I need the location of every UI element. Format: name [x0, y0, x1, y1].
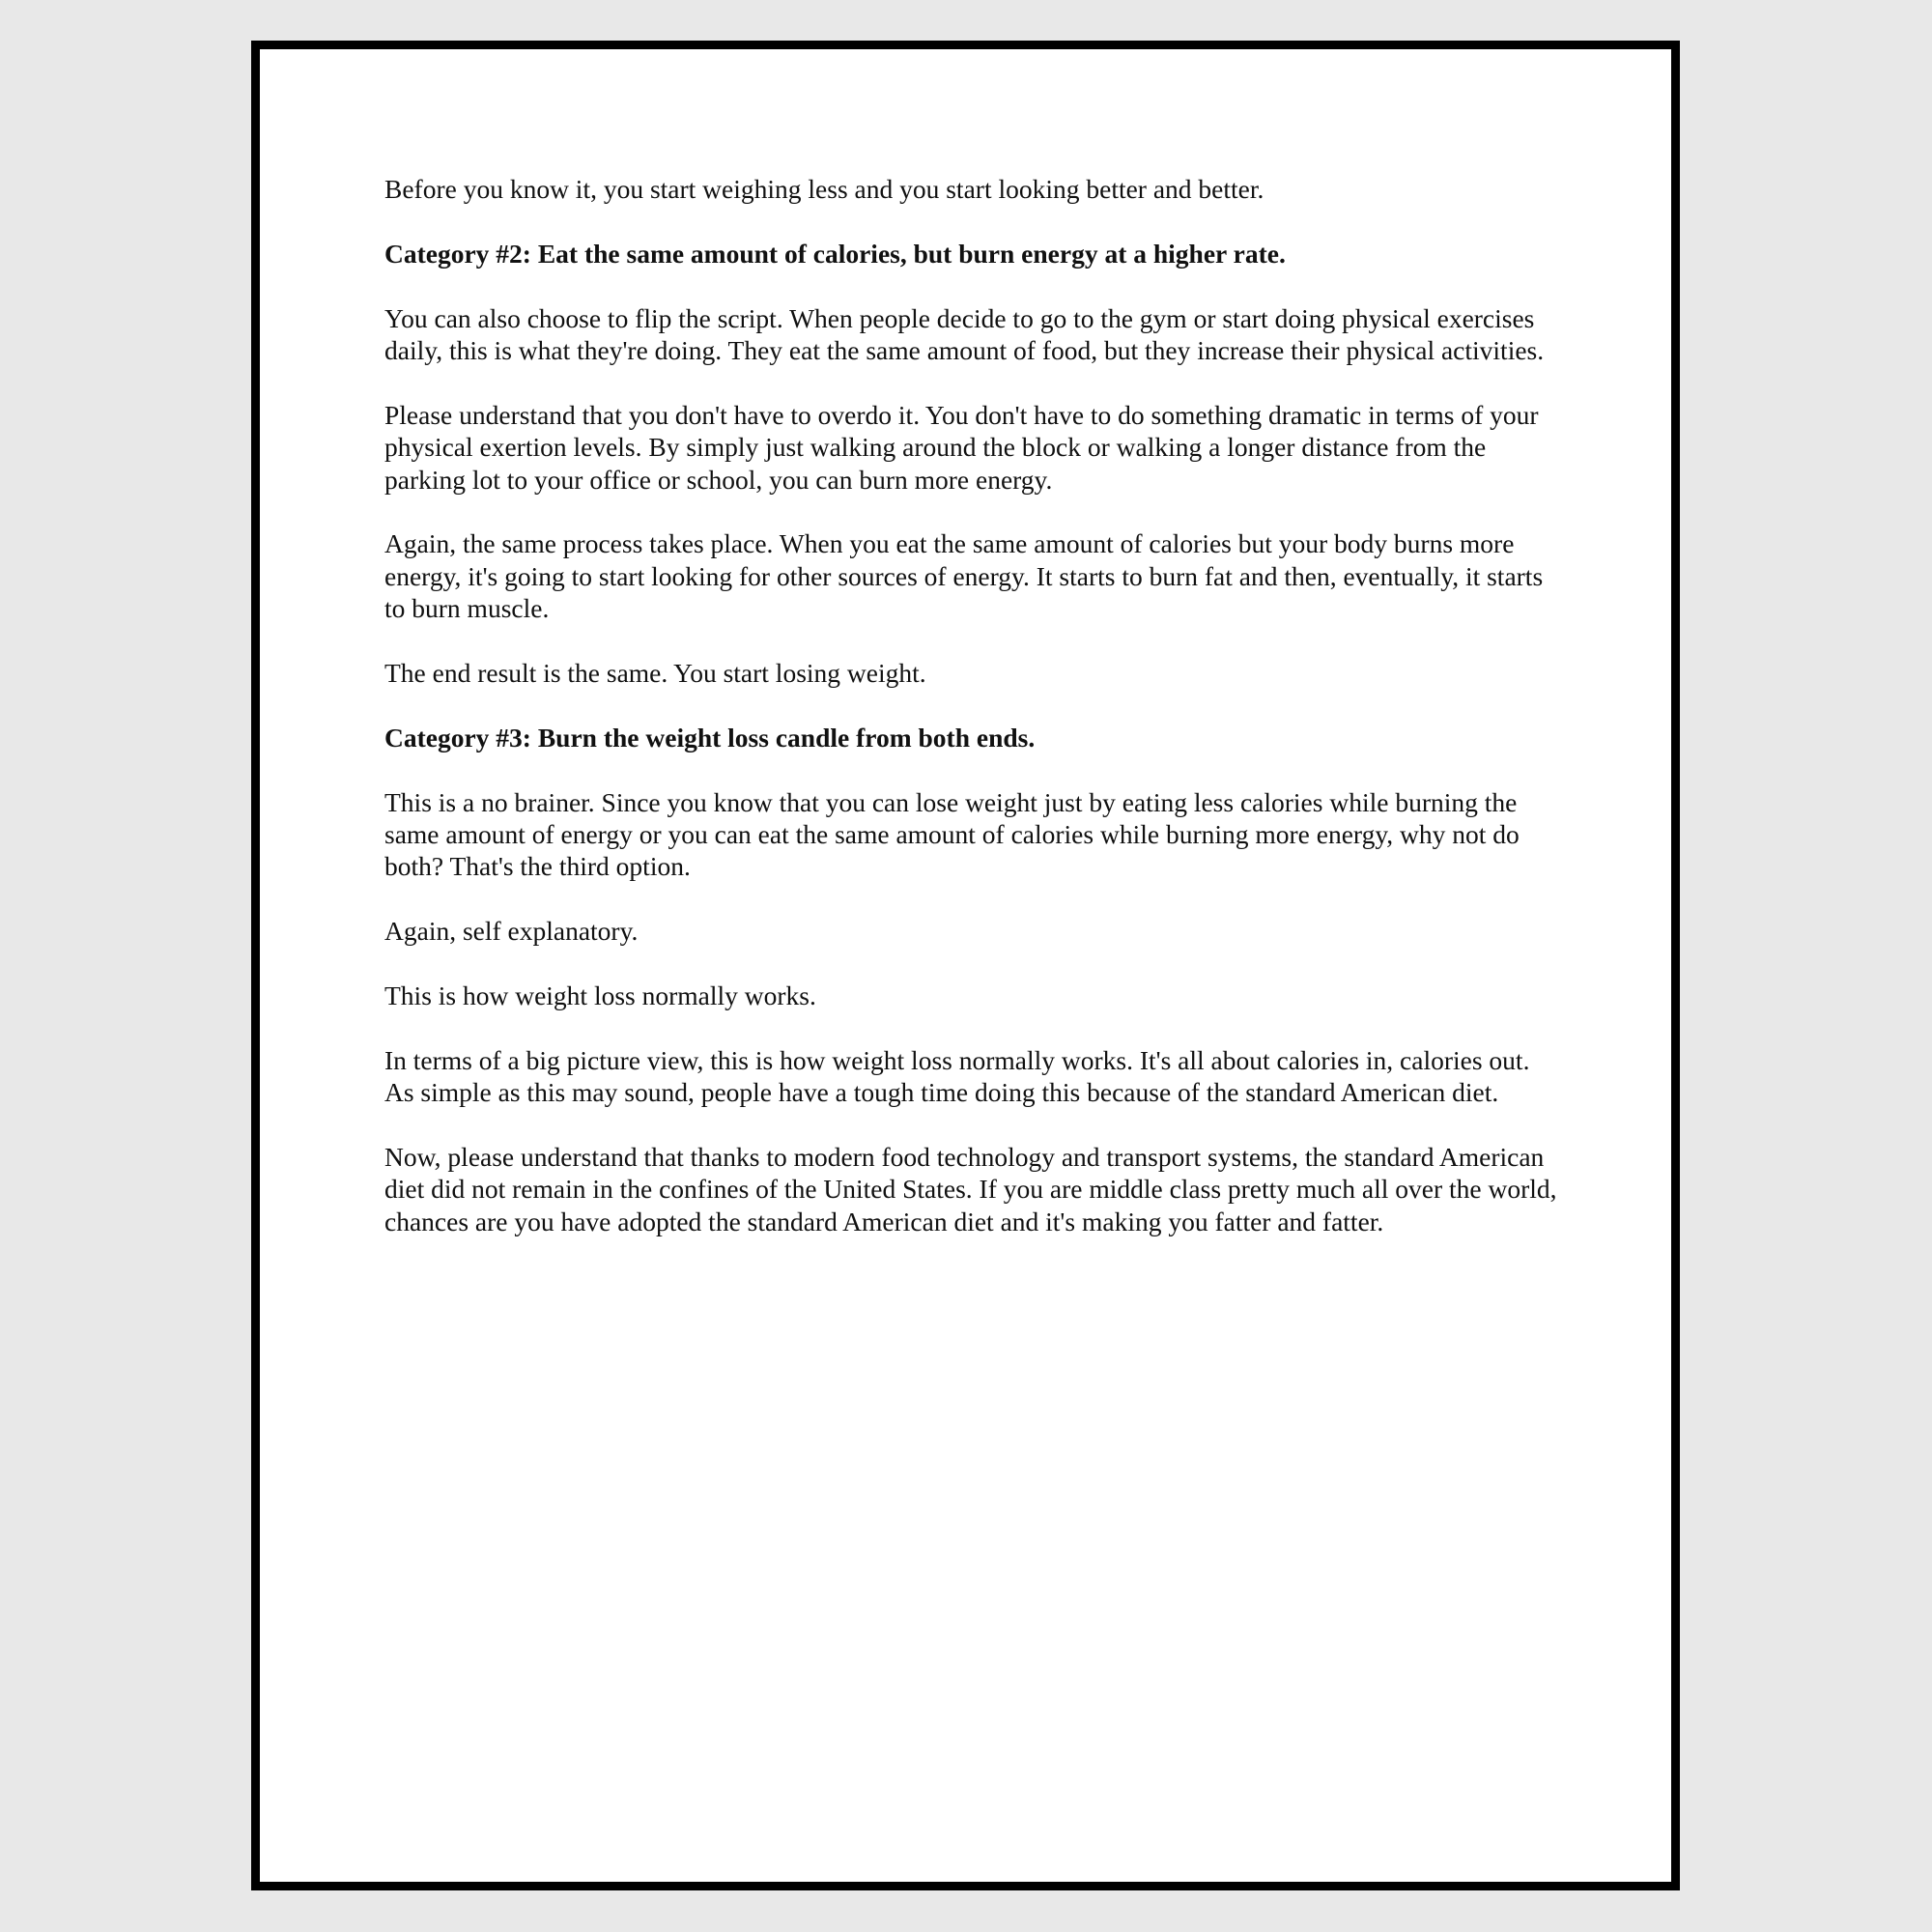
paragraph: Before you know it, you start weighing less and you start looking better and better.: [384, 174, 1264, 204]
paragraph: This is a no brainer. Since you know that you can lose weight just by eating less calories while burning the same amount of energy or you can eat the same amount of calories while burning more energy, why not do both? That's the third option.: [384, 786, 1520, 882]
paragraph: You can also choose to flip the script. When people decide to go to the gym or start doing physical exercises daily, this is what they're doing. They eat the same amount of food, but they increase their physical activities.: [384, 302, 1545, 365]
paragraph: Again, the same process takes place. When you eat the same amount of calories but your body burns more energy, it's going to start looking for other sources of energy. It starts to burn fat and then, eventually, it starts to burn muscle.: [384, 528, 1544, 624]
paragraph: Again, self explanatory.: [384, 916, 639, 947]
paragraph: The end result is the same. You start losing weight.: [384, 658, 926, 689]
paragraph: Please understand that you don't have to overdo it. You don't have to do something dramatic in terms of your physical exertion levels. By simply just walking around the block or walking a longer distance from the parking lot to your office or school, you can burn more energy.: [384, 399, 1539, 495]
section-heading: Category #2: Eat the same amount of calories, but burn energy at a higher rate.: [384, 238, 1286, 269]
paragraph: Now, please understand that thanks to modern food technology and transport systems, the standard American diet did not remain in the confines of the United States. If you are middle class pretty much all over the world, chances are you have adopted the standard American diet and it's making you fatter and fatter.: [384, 1142, 1557, 1236]
document-page: [251, 41, 1680, 1890]
section-heading: Category #3: Burn the weight loss candle from both ends.: [384, 722, 1036, 753]
page-content: [384, 173, 1558, 1270]
paragraph: In terms of a big picture view, this is how weight loss normally works. It's all about calories in, calories out. As simple as this may sound, people have a tough time doing this because of the standard American diet.: [384, 1044, 1530, 1108]
paragraph: This is how weight loss normally works.: [384, 980, 816, 1011]
